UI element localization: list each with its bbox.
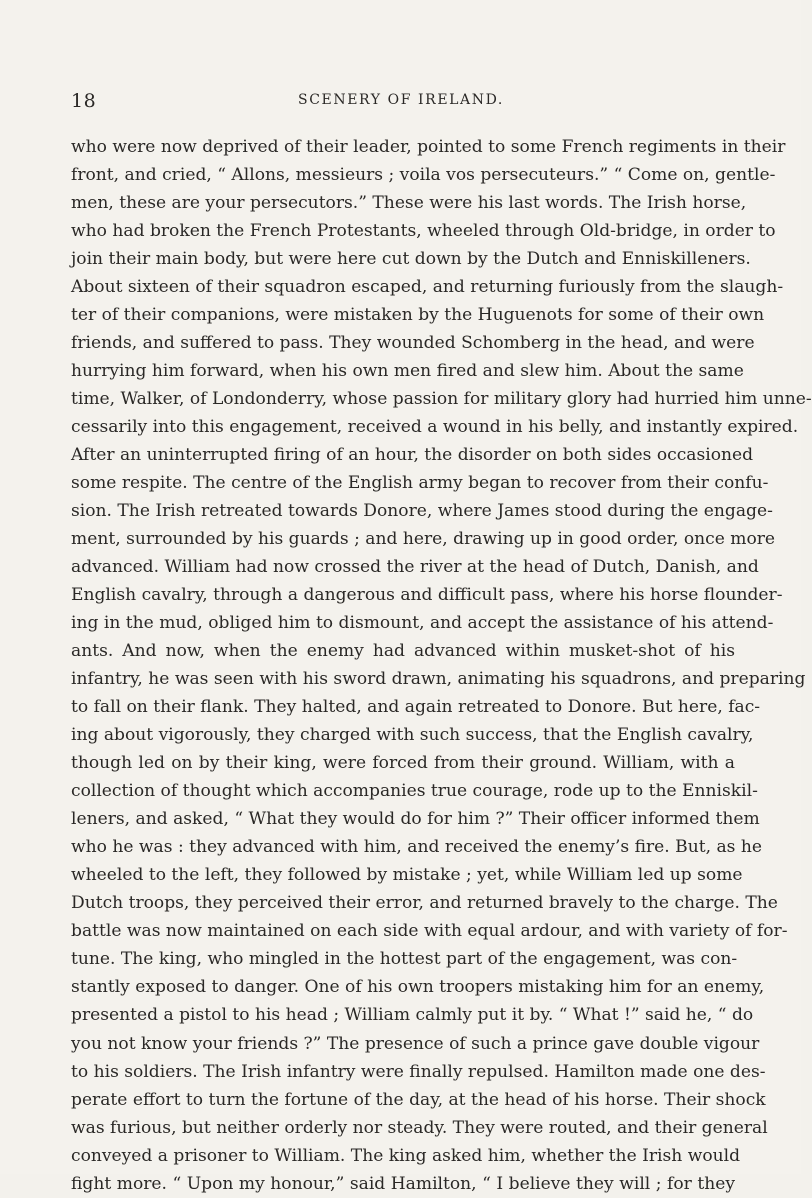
text-line: infantry, he was seen with his sword drawn, animating his squadrons, and preparing [71, 669, 806, 690]
text-line: conveyed a prisoner to William. The king asked him, whether the Irish would [71, 1145, 741, 1166]
text-line: who had broken the French Protestants, wheeled through Old-bridge, in order to [71, 221, 776, 242]
text-line: some respite. The centre of the English army began to recover from their confu- [71, 473, 769, 494]
text-line: sion. The Irish retreated towards Donore, where James stood during the engage- [71, 501, 773, 522]
text-line: men, these are your persecutors.” These were his last words. The Irish horse, [71, 193, 747, 214]
text-line: who were now deprived of their leader, pointed to some French regiments in their [71, 137, 786, 157]
body-text [71, 133, 812, 1198]
text-line: advanced. William had now crossed the river at the head of Dutch, Danish, and [71, 557, 759, 578]
text-line: ment, surrounded by his guards ; and here, drawing up in good order, once more [71, 529, 776, 550]
text-line: ants. And now, when the enemy had advanced within musket-shot of his [71, 641, 735, 662]
text-line: though led on by their king, were forced from their ground. William, with a [71, 753, 735, 774]
text-line: who he was : they advanced with him, and received the enemy’s fire. But, as he [71, 837, 762, 858]
text-line: was furious, but neither orderly nor steady. They were routed, and their general [71, 1117, 768, 1138]
text-line: cessarily into this engagement, received a wound in his belly, and instantly expired. [71, 417, 799, 438]
text-line: battle was now maintained on each side with equal ardour, and with variety of for- [71, 921, 788, 942]
text-line: friends, and suffered to pass. They wounded Schomberg in the head, and were [71, 333, 755, 354]
text-line: time, Walker, of Londonderry, whose passion for military glory had hurried him unne- [71, 389, 812, 410]
text-line: hurrying him forward, when his own men fired and slew him. About the same [71, 361, 744, 382]
text-line: ing about vigorously, they charged with such success, that the English cavalry, [71, 725, 754, 746]
text-line: Dutch troops, they perceived their error, and returned bravely to the charge. The [71, 893, 778, 914]
text-line: ter of their companions, were mistaken by the Huguenots for some of their own [71, 305, 765, 326]
page-number: 18 [71, 90, 97, 112]
running-head: SCENERY OF IRELAND. [298, 92, 504, 108]
text-line: perate effort to turn the fortune of the day, at the head of his horse. Their shock [71, 1089, 766, 1110]
text-line: front, and cried, “ Allons, messieurs ; voila vos persecuteurs.” “ Come on, gentle- [71, 165, 776, 186]
text-line: to fall on their flank. They halted, and again retreated to Donore. But here, fac- [71, 697, 761, 718]
text-line: join their main body, but were here cut down by the Dutch and Enniskilleners. [71, 249, 751, 270]
text-line: English cavalry, through a dangerous and difficult pass, where his horse flounder- [71, 585, 783, 606]
text-line: leners, and asked, “ What they would do for him ?” Their officer informed them [71, 809, 760, 830]
text-line: fight more. “ Upon my honour,” said Hamilton, “ I believe they will ; for they [71, 1173, 735, 1194]
text-line: wheeled to the left, they followed by mistake ; yet, while William led up some [71, 865, 743, 886]
text-line: collection of thought which accompanies true courage, rode up to the Enniskil- [71, 781, 758, 802]
text-line: to his soldiers. The Irish infantry were finally repulsed. Hamilton made one des- [71, 1061, 766, 1082]
text-line: you not know your friends ?” The presence of such a prince gave double vigour [71, 1033, 760, 1054]
text-line: ing in the mud, obliged him to dismount, and accept the assistance of his attend- [71, 613, 774, 634]
page-header [71, 90, 731, 116]
text-line: About sixteen of their squadron escaped, and returning furiously from the slaugh- [71, 277, 784, 298]
text-line: stantly exposed to danger. One of his own troopers mistaking him for an enemy, [71, 977, 765, 998]
text-line: After an uninterrupted firing of an hour, the disorder on both sides occasioned [71, 445, 754, 466]
text-line: tune. The king, who mingled in the hottest part of the engagement, was con- [71, 949, 738, 970]
text-line: presented a pistol to his head ; William calmly put it by. “ What !” said he, “ do [71, 1005, 754, 1026]
